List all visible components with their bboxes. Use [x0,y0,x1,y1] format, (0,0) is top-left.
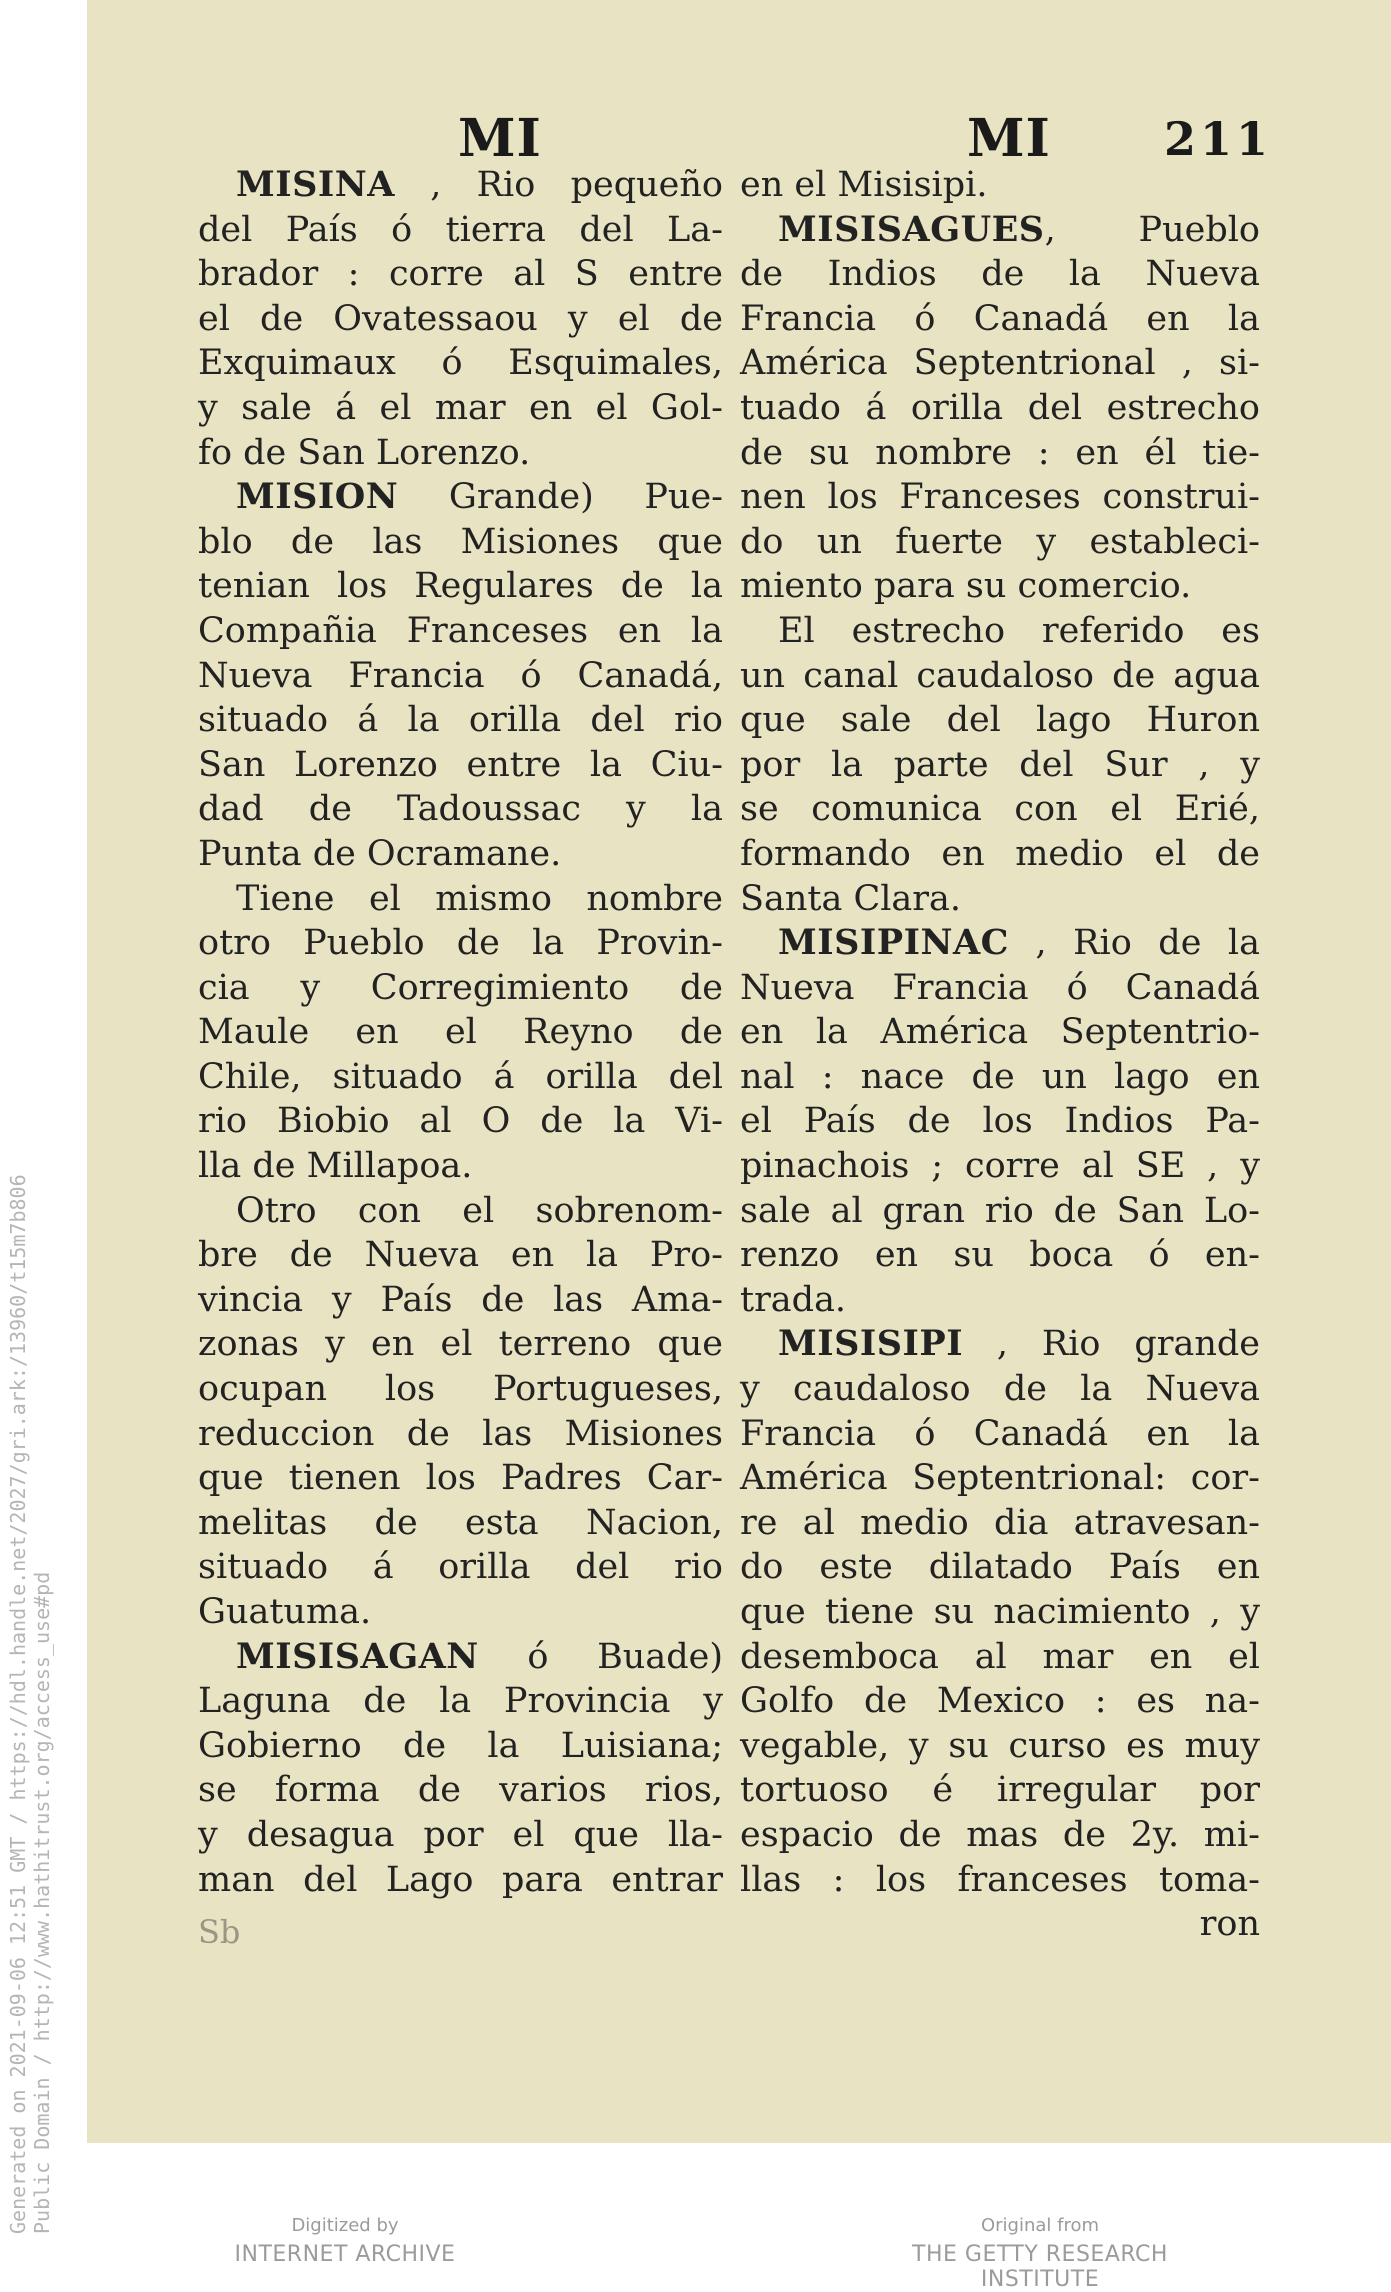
running-head-right: MI [967,108,1051,169]
text-line [740,921,1260,966]
original-from-credit [850,2215,1230,2292]
digitized-by-label: Digitized by [291,2215,399,2236]
entry-headword: MISION [236,476,399,518]
entry-headword-rest: , Rio pequeño [394,165,723,205]
text-line: y sale á el mar en el Gol- [198,387,723,428]
text-line: formando en medio el de [740,833,1260,874]
page-number: 211 [1164,112,1273,166]
entry-headword: MISINA [236,164,395,205]
text-line: Chile, situado á orilla del [198,1056,723,1097]
text-line: Tiene el mismo nombre [236,878,723,919]
text-line: América Septentrional , si- [740,343,1260,384]
text-line: rio Biobio al O de la Vi- [198,1101,723,1142]
text-line: ocupan los Portugueses, [198,1369,723,1410]
text-line: cia y Corregimiento de [198,967,723,1008]
entry-headword-rest: , Rio de la [1008,923,1260,964]
text-line: espacio de mas de 2y. mi- [740,1814,1260,1855]
text-line [198,163,723,208]
text-line: Francia ó Canadá en la [740,298,1260,339]
text-line: Santa Clara. [740,878,962,919]
text-line: Nueva Francia ó Canadá, [198,655,723,696]
text-line: otro Pueblo de la Provin- [198,923,723,964]
text-line: tuado á orilla del estrecho [740,387,1260,428]
text-line: Gobierno de la Luisiana; [198,1725,723,1766]
text-line: trada. [740,1279,847,1320]
text-line: de su nombre : en él tie- [740,432,1260,473]
text-line: San Lorenzo entre la Ciu- [198,744,723,785]
text-line: Compañia Franceses en la [198,610,723,651]
text-line: tenian los Regulares de la [198,566,723,607]
entry-headword: MISISAGUES [778,208,1045,250]
text-line: llas : los franceses toma- [740,1859,1260,1900]
text-line: nal : nace de un lago en [740,1056,1260,1097]
text-line: Otro con el sobrenom- [236,1190,723,1231]
right-column [740,163,1260,1947]
text-line: zonas y en el terreno que [198,1324,723,1365]
text-line: ron [1199,1904,1260,1945]
text-line [198,1635,723,1680]
text-line: fo de San Lorenzo. [198,432,531,473]
text-line: melitas de esta Nacion, [198,1502,723,1543]
digitized-by-credit [230,2215,460,2267]
running-head-left: MI [458,108,542,169]
text-line: Nueva Francia ó Canadá [740,967,1260,1008]
text-line [740,1322,1260,1367]
text-line: pinachois ; corre al SE , y [740,1146,1260,1187]
rights-stamp: Public Domain / http://www.hathitrust.org/access_use#pd [30,1571,54,2234]
entry-headword: MISISIPI [778,1323,964,1365]
text-line: reduccion de las Misiones [198,1413,723,1454]
entry-headword-rest: , Rio grande [963,1324,1260,1365]
text-line: vegable, y su curso es muy [740,1725,1260,1766]
entry-headword: MISISAGAN [236,1635,479,1677]
text-line: renzo en su boca ó en- [740,1235,1260,1276]
text-line: Guatuma. [198,1592,372,1632]
text-line: vincia y País de las Ama- [198,1279,723,1320]
left-column [198,163,723,1902]
text-line: en la América Septentrio- [740,1012,1260,1053]
text-line: tortuoso é irregular por [740,1770,1260,1811]
text-line: sale al gran rio de San Lo- [740,1190,1260,1231]
text-line: Maule en el Reyno de [198,1012,723,1053]
text-line: que tiene su nacimiento , y [740,1592,1260,1632]
entry-headword: MISIPINAC [778,922,1009,964]
text-line: desemboca al mar en el [740,1636,1260,1677]
text-line: que sale del lago Huron [740,700,1260,741]
entry-headword-rest: Grande) Pue- [398,477,723,518]
text-line: Laguna de la Provincia y [198,1681,723,1722]
text-line: situado á la orilla del rio [198,700,723,741]
text-line: re al medio dia atravesan- [740,1502,1260,1543]
text-line: un canal caudaloso de agua [740,655,1260,696]
text-line: Exquimaux ó Esquimales, [198,343,723,384]
text-line: do un fuerte y estableci- [740,521,1260,562]
text-line: bre de Nueva en la Pro- [198,1235,723,1276]
original-from-label: Original from [980,2215,1100,2236]
text-line: del País ó tierra del La- [198,209,723,250]
text-line: miento para su comercio. [740,566,1192,607]
text-line: en el Misisipi. [740,165,988,205]
signature-mark: Sb [198,1913,241,1951]
text-line: lla de Millapoa. [198,1146,473,1187]
internet-archive-label: INTERNET ARCHIVE [234,2242,456,2267]
text-line [740,208,1260,253]
generation-stamp: Generated on 2021-09-06 12:51 GMT / https://hdl.handle.net/2027/gri.ark:/13960/t15m7b806 [6,1174,30,2234]
text-line: blo de las Misiones que [198,521,723,562]
text-line: y desagua por el que lla- [198,1814,723,1855]
hathitrust-margin-stamp [0,0,70,2271]
text-line [198,475,723,520]
text-line: situado á orilla del rio [198,1547,723,1588]
text-line: de Indios de la Nueva [740,254,1260,295]
text-line: Golfo de Mexico : es na- [740,1681,1260,1722]
entry-headword-rest: ó Buade) [478,1636,723,1677]
text-line: se forma de varios rios, [198,1770,723,1811]
text-line: el País de los Indios Pa- [740,1101,1260,1142]
text-line: do este dilatado País en [740,1547,1260,1588]
text-line: dad de Tadoussac y la [198,789,723,830]
text-line: nen los Franceses construi- [740,477,1260,518]
text-line: por la parte del Sur , y [740,744,1260,785]
text-line: que tienen los Padres Car- [198,1458,723,1499]
text-line: se comunica con el Erié, [740,789,1260,830]
entry-headword-rest: , Pueblo [1044,209,1260,250]
text-line: América Septentrional: cor- [740,1458,1260,1499]
text-line: y caudaloso de la Nueva [740,1369,1260,1410]
text-line: brador : corre al S entre [198,254,723,295]
text-line: El estrecho referido es [778,610,1260,651]
text-line: el de Ovatessaou y el de [198,298,723,339]
getty-institute-label: THE GETTY RESEARCH INSTITUTE [912,2242,1168,2292]
text-line: man del Lago para entrar [198,1859,723,1900]
text-line: Francia ó Canadá en la [740,1413,1260,1454]
text-line: Punta de Ocramane. [198,833,562,874]
